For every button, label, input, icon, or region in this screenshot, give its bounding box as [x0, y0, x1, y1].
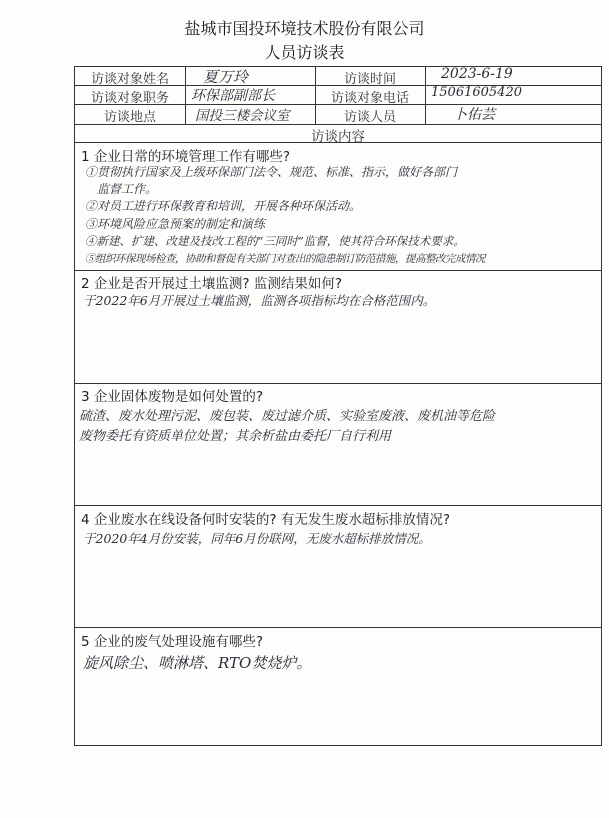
question-3: 3 企业固体废物是如何处置的? [81, 389, 264, 405]
question-5: 5 企业的废气处理设施有哪些? [81, 634, 264, 650]
form-title: 人员访谈表 [264, 43, 345, 62]
position-value: 环保部副部长 [191, 88, 275, 104]
answer-1-line-6: ⑤组织环保现场检查，协助和督促有关部门对查出的隐患制订防范措施，提高整改完成情况 [85, 253, 485, 265]
interviewer-value: 卜佑芸 [453, 107, 495, 123]
answer-1-line-4: ③环境风险应急预案的制定和演练 [85, 217, 266, 231]
answer-2-line-1: 于2022年6月开展过土壤监测，监测各项指标均在合格范围内。 [83, 293, 436, 308]
answer-4-line-1: 于2020年4月份安装，同年6月份联网，无废水超标排放情况。 [83, 531, 431, 546]
answer-3-line-2: 废物委托有资质单位处置；其余析盐由委托厂自行利用 [79, 429, 392, 444]
content-header: 访谈内容 [311, 129, 365, 145]
interviewer-label: 访谈人员 [343, 110, 396, 125]
question-4: 4 企业废水在线设备何时安装的? 有无发生废水超标排放情况? [81, 512, 451, 528]
company-title: 盐城市国投环境技术股份有限公司 [184, 19, 425, 38]
answer-5-line-1: 旋风除尘、喷淋塔、RTO焚烧炉。 [83, 654, 312, 672]
place-label: 访谈地点 [103, 110, 156, 125]
phone-value: 15061605420 [431, 85, 522, 100]
answer-3-line-1: 硫渣、废水处理污泥、废包装、废过滤介质、实验室废液、废机油等危险 [79, 409, 496, 424]
question-1: 1 企业日常的环境管理工作有哪些? [81, 149, 291, 165]
place-value: 国投三楼会议室 [195, 108, 290, 124]
answer-1-line-5: ④新建、扩建、改建及技改工程的“三同时”监督，使其符合环保技术要求。 [85, 234, 465, 248]
question-2: 2 企业是否开展过土壤监测? 监测结果如何? [81, 276, 343, 292]
interview-table [74, 66, 602, 746]
time-value: 2023-6-19 [441, 66, 513, 82]
time-label: 访谈时间 [343, 72, 396, 87]
phone-label: 访谈对象电话 [330, 91, 409, 106]
position-label: 访谈对象职务 [90, 91, 169, 106]
answer-1-line-3: ②对员工进行环保教育和培训，开展各种环保活动。 [85, 199, 362, 213]
answer-1-line-1: ①贯彻执行国家及上级环保部门法令、规范、标准、指示，做好各部门 [85, 165, 458, 179]
answer-1-line-2: 监督工作。 [97, 182, 158, 196]
name-label: 访谈对象姓名 [90, 72, 169, 87]
name-value: 夏万玲 [203, 68, 249, 86]
